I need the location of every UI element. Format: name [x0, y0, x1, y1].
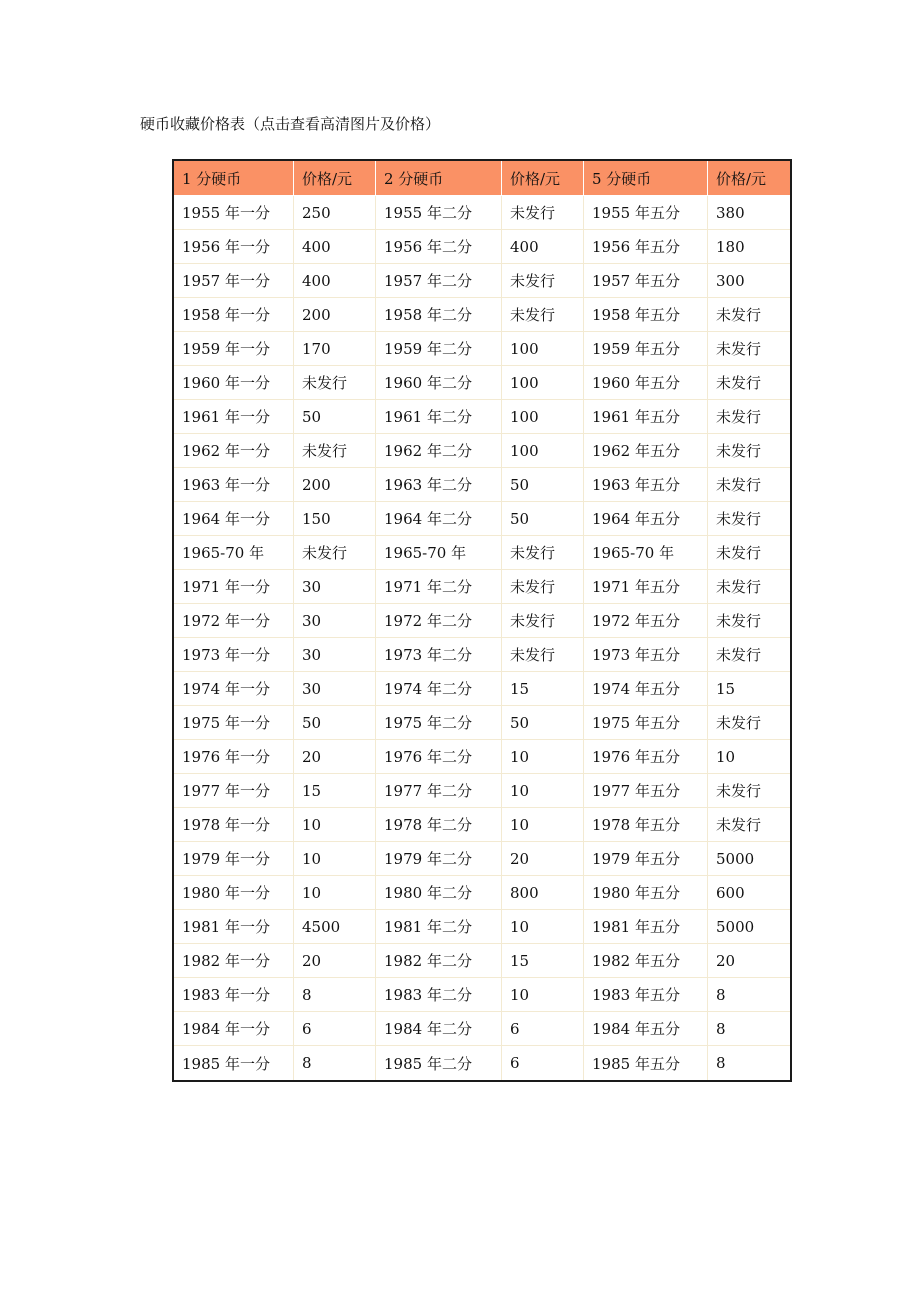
cell-5fen-price: 未发行 — [708, 638, 790, 672]
cell-1fen-price: 8 — [294, 1046, 376, 1080]
cell-2fen-coin: 1960 年二分 — [376, 366, 502, 400]
cell-5fen-coin: 1964 年五分 — [584, 502, 708, 536]
cell-2fen-coin: 1961 年二分 — [376, 400, 502, 434]
cell-1fen-coin: 1965-70 年 — [174, 536, 294, 570]
cell-1fen-coin: 1961 年一分 — [174, 400, 294, 434]
cell-2fen-price: 100 — [502, 434, 584, 468]
cell-5fen-coin: 1982 年五分 — [584, 944, 708, 978]
table-row — [174, 910, 790, 944]
table-row — [174, 740, 790, 774]
cell-2fen-coin: 1982 年二分 — [376, 944, 502, 978]
cell-1fen-price: 50 — [294, 400, 376, 434]
cell-2fen-price: 未发行 — [502, 196, 584, 230]
cell-2fen-coin: 1973 年二分 — [376, 638, 502, 672]
cell-1fen-price: 200 — [294, 298, 376, 332]
cell-5fen-coin: 1958 年五分 — [584, 298, 708, 332]
cell-5fen-coin: 1955 年五分 — [584, 196, 708, 230]
cell-2fen-price: 800 — [502, 876, 584, 910]
table-row — [174, 468, 790, 502]
cell-2fen-coin: 1979 年二分 — [376, 842, 502, 876]
cell-1fen-price: 6 — [294, 1012, 376, 1046]
cell-1fen-price: 10 — [294, 876, 376, 910]
cell-5fen-price: 未发行 — [708, 706, 790, 740]
cell-1fen-price: 30 — [294, 672, 376, 706]
cell-1fen-price: 250 — [294, 196, 376, 230]
cell-5fen-price: 未发行 — [708, 434, 790, 468]
cell-2fen-price: 10 — [502, 910, 584, 944]
table-row — [174, 400, 790, 434]
table-header-row — [174, 161, 790, 196]
cell-5fen-coin: 1980 年五分 — [584, 876, 708, 910]
coin-price-table — [172, 159, 792, 1082]
cell-2fen-coin: 1956 年二分 — [376, 230, 502, 264]
cell-5fen-price: 15 — [708, 672, 790, 706]
cell-5fen-coin: 1962 年五分 — [584, 434, 708, 468]
cell-2fen-coin: 1981 年二分 — [376, 910, 502, 944]
cell-2fen-price: 6 — [502, 1046, 584, 1080]
cell-2fen-price: 20 — [502, 842, 584, 876]
cell-1fen-price: 10 — [294, 808, 376, 842]
cell-2fen-coin: 1980 年二分 — [376, 876, 502, 910]
cell-2fen-coin: 1964 年二分 — [376, 502, 502, 536]
cell-2fen-coin: 1972 年二分 — [376, 604, 502, 638]
cell-5fen-price: 8 — [708, 978, 790, 1012]
cell-5fen-coin: 1965-70 年 — [584, 536, 708, 570]
cell-1fen-coin: 1974 年一分 — [174, 672, 294, 706]
cell-5fen-price: 380 — [708, 196, 790, 230]
table-row — [174, 264, 790, 298]
cell-1fen-price: 170 — [294, 332, 376, 366]
cell-5fen-price: 未发行 — [708, 468, 790, 502]
cell-2fen-coin: 1974 年二分 — [376, 672, 502, 706]
cell-1fen-price: 20 — [294, 740, 376, 774]
table-row — [174, 706, 790, 740]
header-2fen-price: 价格/元 — [502, 161, 584, 196]
cell-1fen-price: 400 — [294, 264, 376, 298]
cell-2fen-price: 10 — [502, 978, 584, 1012]
cell-1fen-price: 400 — [294, 230, 376, 264]
cell-2fen-coin: 1977 年二分 — [376, 774, 502, 808]
cell-2fen-price: 100 — [502, 332, 584, 366]
cell-1fen-price: 未发行 — [294, 536, 376, 570]
cell-1fen-price: 30 — [294, 570, 376, 604]
cell-5fen-coin: 1985 年五分 — [584, 1046, 708, 1080]
cell-5fen-price: 未发行 — [708, 502, 790, 536]
cell-5fen-price: 未发行 — [708, 332, 790, 366]
table-row — [174, 570, 790, 604]
cell-2fen-price: 未发行 — [502, 570, 584, 604]
cell-1fen-coin: 1983 年一分 — [174, 978, 294, 1012]
cell-5fen-price: 未发行 — [708, 808, 790, 842]
table-body — [174, 196, 790, 1080]
cell-5fen-coin: 1976 年五分 — [584, 740, 708, 774]
cell-5fen-price: 600 — [708, 876, 790, 910]
header-2fen-coin: 2 分硬币 — [376, 161, 502, 196]
cell-2fen-price: 100 — [502, 400, 584, 434]
cell-2fen-coin: 1975 年二分 — [376, 706, 502, 740]
cell-1fen-coin: 1963 年一分 — [174, 468, 294, 502]
table-row — [174, 944, 790, 978]
cell-5fen-coin: 1961 年五分 — [584, 400, 708, 434]
cell-2fen-coin: 1985 年二分 — [376, 1046, 502, 1080]
cell-5fen-price: 300 — [708, 264, 790, 298]
table-row — [174, 774, 790, 808]
table-row — [174, 808, 790, 842]
cell-5fen-coin: 1956 年五分 — [584, 230, 708, 264]
cell-1fen-coin: 1979 年一分 — [174, 842, 294, 876]
table-row — [174, 196, 790, 230]
cell-5fen-price: 未发行 — [708, 366, 790, 400]
cell-2fen-price: 未发行 — [502, 536, 584, 570]
table-row — [174, 366, 790, 400]
cell-5fen-price: 未发行 — [708, 400, 790, 434]
cell-5fen-coin: 1974 年五分 — [584, 672, 708, 706]
cell-1fen-coin: 1962 年一分 — [174, 434, 294, 468]
cell-5fen-coin: 1973 年五分 — [584, 638, 708, 672]
cell-1fen-coin: 1973 年一分 — [174, 638, 294, 672]
cell-5fen-coin: 1984 年五分 — [584, 1012, 708, 1046]
cell-1fen-price: 200 — [294, 468, 376, 502]
cell-5fen-coin: 1979 年五分 — [584, 842, 708, 876]
cell-2fen-coin: 1957 年二分 — [376, 264, 502, 298]
cell-1fen-coin: 1957 年一分 — [174, 264, 294, 298]
cell-1fen-price: 未发行 — [294, 434, 376, 468]
cell-5fen-price: 未发行 — [708, 774, 790, 808]
cell-1fen-coin: 1971 年一分 — [174, 570, 294, 604]
cell-1fen-price: 10 — [294, 842, 376, 876]
cell-2fen-price: 50 — [502, 468, 584, 502]
cell-2fen-price: 10 — [502, 774, 584, 808]
cell-2fen-coin: 1983 年二分 — [376, 978, 502, 1012]
cell-5fen-price: 未发行 — [708, 570, 790, 604]
cell-2fen-price: 未发行 — [502, 638, 584, 672]
cell-5fen-price: 8 — [708, 1012, 790, 1046]
cell-2fen-price: 未发行 — [502, 264, 584, 298]
cell-2fen-coin: 1971 年二分 — [376, 570, 502, 604]
cell-5fen-price: 20 — [708, 944, 790, 978]
cell-2fen-coin: 1963 年二分 — [376, 468, 502, 502]
cell-1fen-coin: 1960 年一分 — [174, 366, 294, 400]
cell-1fen-coin: 1985 年一分 — [174, 1046, 294, 1080]
cell-2fen-price: 未发行 — [502, 298, 584, 332]
cell-2fen-price: 15 — [502, 672, 584, 706]
cell-1fen-coin: 1977 年一分 — [174, 774, 294, 808]
table-row — [174, 502, 790, 536]
cell-2fen-price: 未发行 — [502, 604, 584, 638]
cell-1fen-coin: 1984 年一分 — [174, 1012, 294, 1046]
table-row — [174, 1012, 790, 1046]
cell-1fen-price: 50 — [294, 706, 376, 740]
cell-5fen-coin: 1960 年五分 — [584, 366, 708, 400]
cell-5fen-coin: 1975 年五分 — [584, 706, 708, 740]
cell-5fen-price: 8 — [716, 1054, 726, 1072]
cell-2fen-coin: 1976 年二分 — [376, 740, 502, 774]
table-row — [174, 604, 790, 638]
cell-1fen-coin: 1975 年一分 — [174, 706, 294, 740]
cell-5fen-coin: 1983 年五分 — [584, 978, 708, 1012]
cell-5fen-price: 5000 — [708, 910, 790, 944]
cell-1fen-coin: 1956 年一分 — [174, 230, 294, 264]
cell-1fen-coin: 1972 年一分 — [174, 604, 294, 638]
cell-2fen-price: 6 — [502, 1012, 584, 1046]
table-row — [174, 230, 790, 264]
cell-1fen-coin: 1955 年一分 — [174, 196, 294, 230]
cell-2fen-price: 50 — [502, 706, 584, 740]
table-row — [174, 1046, 790, 1080]
cell-2fen-coin: 1955 年二分 — [376, 196, 502, 230]
cell-2fen-coin: 1959 年二分 — [376, 332, 502, 366]
table-row — [174, 842, 790, 876]
table-row — [174, 978, 790, 1012]
cell-2fen-price: 15 — [502, 944, 584, 978]
table-row — [174, 434, 790, 468]
table-row — [174, 298, 790, 332]
cell-5fen-coin: 1977 年五分 — [584, 774, 708, 808]
cell-5fen-coin: 1981 年五分 — [584, 910, 708, 944]
cell-2fen-price: 400 — [502, 230, 584, 264]
cell-1fen-price: 150 — [294, 502, 376, 536]
cell-2fen-price: 10 — [502, 740, 584, 774]
cell-1fen-price: 8 — [294, 978, 376, 1012]
table-row — [174, 672, 790, 706]
cell-5fen-price: 未发行 — [708, 298, 790, 332]
cell-5fen-coin: 1957 年五分 — [584, 264, 708, 298]
cell-5fen-price: 10 — [708, 740, 790, 774]
table-row — [174, 536, 790, 570]
cell-1fen-coin: 1958 年一分 — [174, 298, 294, 332]
cell-2fen-coin: 1978 年二分 — [376, 808, 502, 842]
cell-5fen-price: 未发行 — [708, 536, 790, 570]
cell-5fen-coin: 1972 年五分 — [584, 604, 708, 638]
header-5fen-price: 价格/元 — [708, 161, 790, 196]
table-row — [174, 332, 790, 366]
cell-1fen-coin: 1964 年一分 — [174, 502, 294, 536]
cell-2fen-price: 10 — [502, 808, 584, 842]
cell-1fen-coin: 1976 年一分 — [174, 740, 294, 774]
header-1fen-price: 价格/元 — [294, 161, 376, 196]
cell-1fen-coin: 1978 年一分 — [174, 808, 294, 842]
cell-5fen-coin: 1959 年五分 — [584, 332, 708, 366]
cell-2fen-coin: 1958 年二分 — [376, 298, 502, 332]
cell-1fen-price: 30 — [294, 604, 376, 638]
cell-1fen-price: 15 — [294, 774, 376, 808]
cell-5fen-coin: 1971 年五分 — [584, 570, 708, 604]
cell-5fen-coin: 1963 年五分 — [584, 468, 708, 502]
cell-5fen-price: 180 — [708, 230, 790, 264]
cell-2fen-price: 50 — [502, 502, 584, 536]
cell-1fen-price: 未发行 — [294, 366, 376, 400]
cell-2fen-price: 100 — [502, 366, 584, 400]
cell-2fen-coin: 1984 年二分 — [376, 1012, 502, 1046]
header-1fen-coin: 1 分硬币 — [174, 161, 294, 196]
cell-1fen-coin: 1982 年一分 — [174, 944, 294, 978]
cell-2fen-coin: 1962 年二分 — [376, 434, 502, 468]
cell-5fen-price: 5000 — [708, 842, 790, 876]
cell-5fen-coin: 1978 年五分 — [584, 808, 708, 842]
table-row — [174, 638, 790, 672]
table-row — [174, 876, 790, 910]
page-title[interactable]: 硬币收藏价格表（点击查看高清图片及价格） — [140, 115, 441, 133]
cell-1fen-price: 4500 — [294, 910, 376, 944]
cell-1fen-coin: 1980 年一分 — [174, 876, 294, 910]
header-5fen-coin: 5 分硬币 — [584, 161, 708, 196]
cell-1fen-coin: 1959 年一分 — [174, 332, 294, 366]
cell-5fen-price: 未发行 — [708, 604, 790, 638]
cell-1fen-price: 20 — [294, 944, 376, 978]
cell-1fen-price: 30 — [294, 638, 376, 672]
cell-1fen-coin: 1981 年一分 — [174, 910, 294, 944]
cell-2fen-coin: 1965-70 年 — [376, 536, 502, 570]
